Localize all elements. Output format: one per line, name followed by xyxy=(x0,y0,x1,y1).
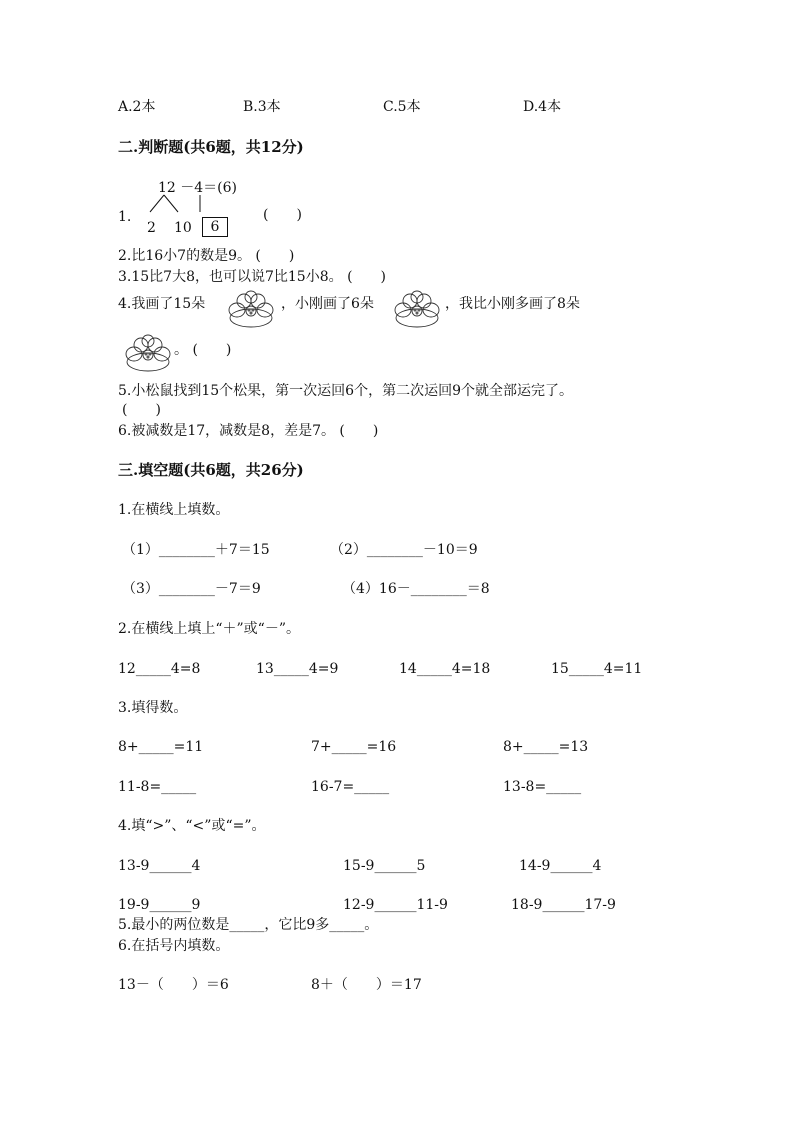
q6: 6.被减数是17，减数是8，差是7。 ( ) xyxy=(118,423,379,439)
option-c: C.5本 xyxy=(383,99,421,115)
s3-q2-title: 2.在横线上填上“＋”或“－”。 xyxy=(118,621,300,637)
q1-split-left: 2 xyxy=(147,220,156,236)
q5-line1: 5.小松鼠找到15个松果，第一次运回6个，第二次运回9个就全部运完了。 xyxy=(118,383,573,399)
flower-icon xyxy=(124,333,172,373)
option-b: B.3本 xyxy=(243,99,281,115)
option-d: D.4本 xyxy=(523,99,562,115)
s3-q6-item: 13－（ ）＝6 xyxy=(118,977,229,993)
q1-equation: 12 －4＝(6) xyxy=(158,180,238,196)
s3-q6-title: 6.在括号内填数。 xyxy=(118,938,230,954)
s3-q3-item: 16-7=_____ xyxy=(311,779,390,795)
s3-q4-title: 4.填“>”、“<”或“=”。 xyxy=(118,818,266,834)
s3-q4-item: 13-9______4 xyxy=(118,858,201,874)
section2-title: 二.判断题(共6题，共12分) xyxy=(118,138,304,156)
flower-icon xyxy=(393,289,441,329)
s3-q4-item: 14-9______4 xyxy=(519,858,602,874)
s3-q1-item: （3）________－7＝9 xyxy=(122,581,261,597)
s3-q1-title: 1.在横线上填数。 xyxy=(118,502,230,518)
s3-q3-item: 7+_____=16 xyxy=(311,739,397,755)
s3-q6-item: 8＋（ ）＝17 xyxy=(311,977,422,993)
s3-q1-item: （1）________＋7＝15 xyxy=(122,542,270,558)
s3-q2-item: 12_____4=8 xyxy=(118,661,201,677)
q2: 2.比16小7的数是9。 ( ) xyxy=(118,248,295,264)
s3-q3-item: 11-8=_____ xyxy=(118,779,197,795)
s3-q3-item: 8+_____=13 xyxy=(503,739,589,755)
s3-q3-item: 8+_____=11 xyxy=(118,739,204,755)
section3-title: 三.填空题(共6题，共26分) xyxy=(118,461,304,479)
s3-q4-item: 19-9______9 xyxy=(118,897,201,913)
q4-part3: ，我比小刚多画了8朵 xyxy=(445,296,580,312)
s3-q3-item: 13-8=_____ xyxy=(503,779,582,795)
q1-number: 1. xyxy=(118,209,132,225)
q5-line2: ( ) xyxy=(122,402,161,418)
s3-q1-item: （4）16－________＝8 xyxy=(342,581,490,597)
s3-q2-item: 13_____4=9 xyxy=(256,661,339,677)
q1-paren: ( ) xyxy=(263,207,302,223)
s3-q4-item: 15-9______5 xyxy=(343,858,426,874)
split-lines xyxy=(140,192,210,216)
s3-q4-item: 12-9______11-9 xyxy=(343,897,448,913)
q1-box: 6 xyxy=(202,217,228,237)
q4-end: 。 ( ) xyxy=(174,342,232,358)
q1-split-right: 10 xyxy=(174,220,192,236)
q4-part1: 4.我画了15朵 xyxy=(118,296,206,312)
s3-q4-item: 18-9______17-9 xyxy=(511,897,616,913)
s3-q1-item: （2）________－10＝9 xyxy=(330,542,478,558)
option-a: A.2本 xyxy=(118,99,156,115)
s3-q3-title: 3.填得数。 xyxy=(118,700,188,716)
s3-q5: 5.最小的两位数是_____，它比9多_____。 xyxy=(118,917,379,933)
s3-q2-item: 14_____4=18 xyxy=(399,661,491,677)
q3: 3.15比7大8，也可以说7比15小8。 ( ) xyxy=(118,269,386,285)
q4-part2: ，小刚画了6朵 xyxy=(281,296,374,312)
s3-q2-item: 15_____4=11 xyxy=(551,661,643,677)
flower-icon xyxy=(227,289,275,329)
